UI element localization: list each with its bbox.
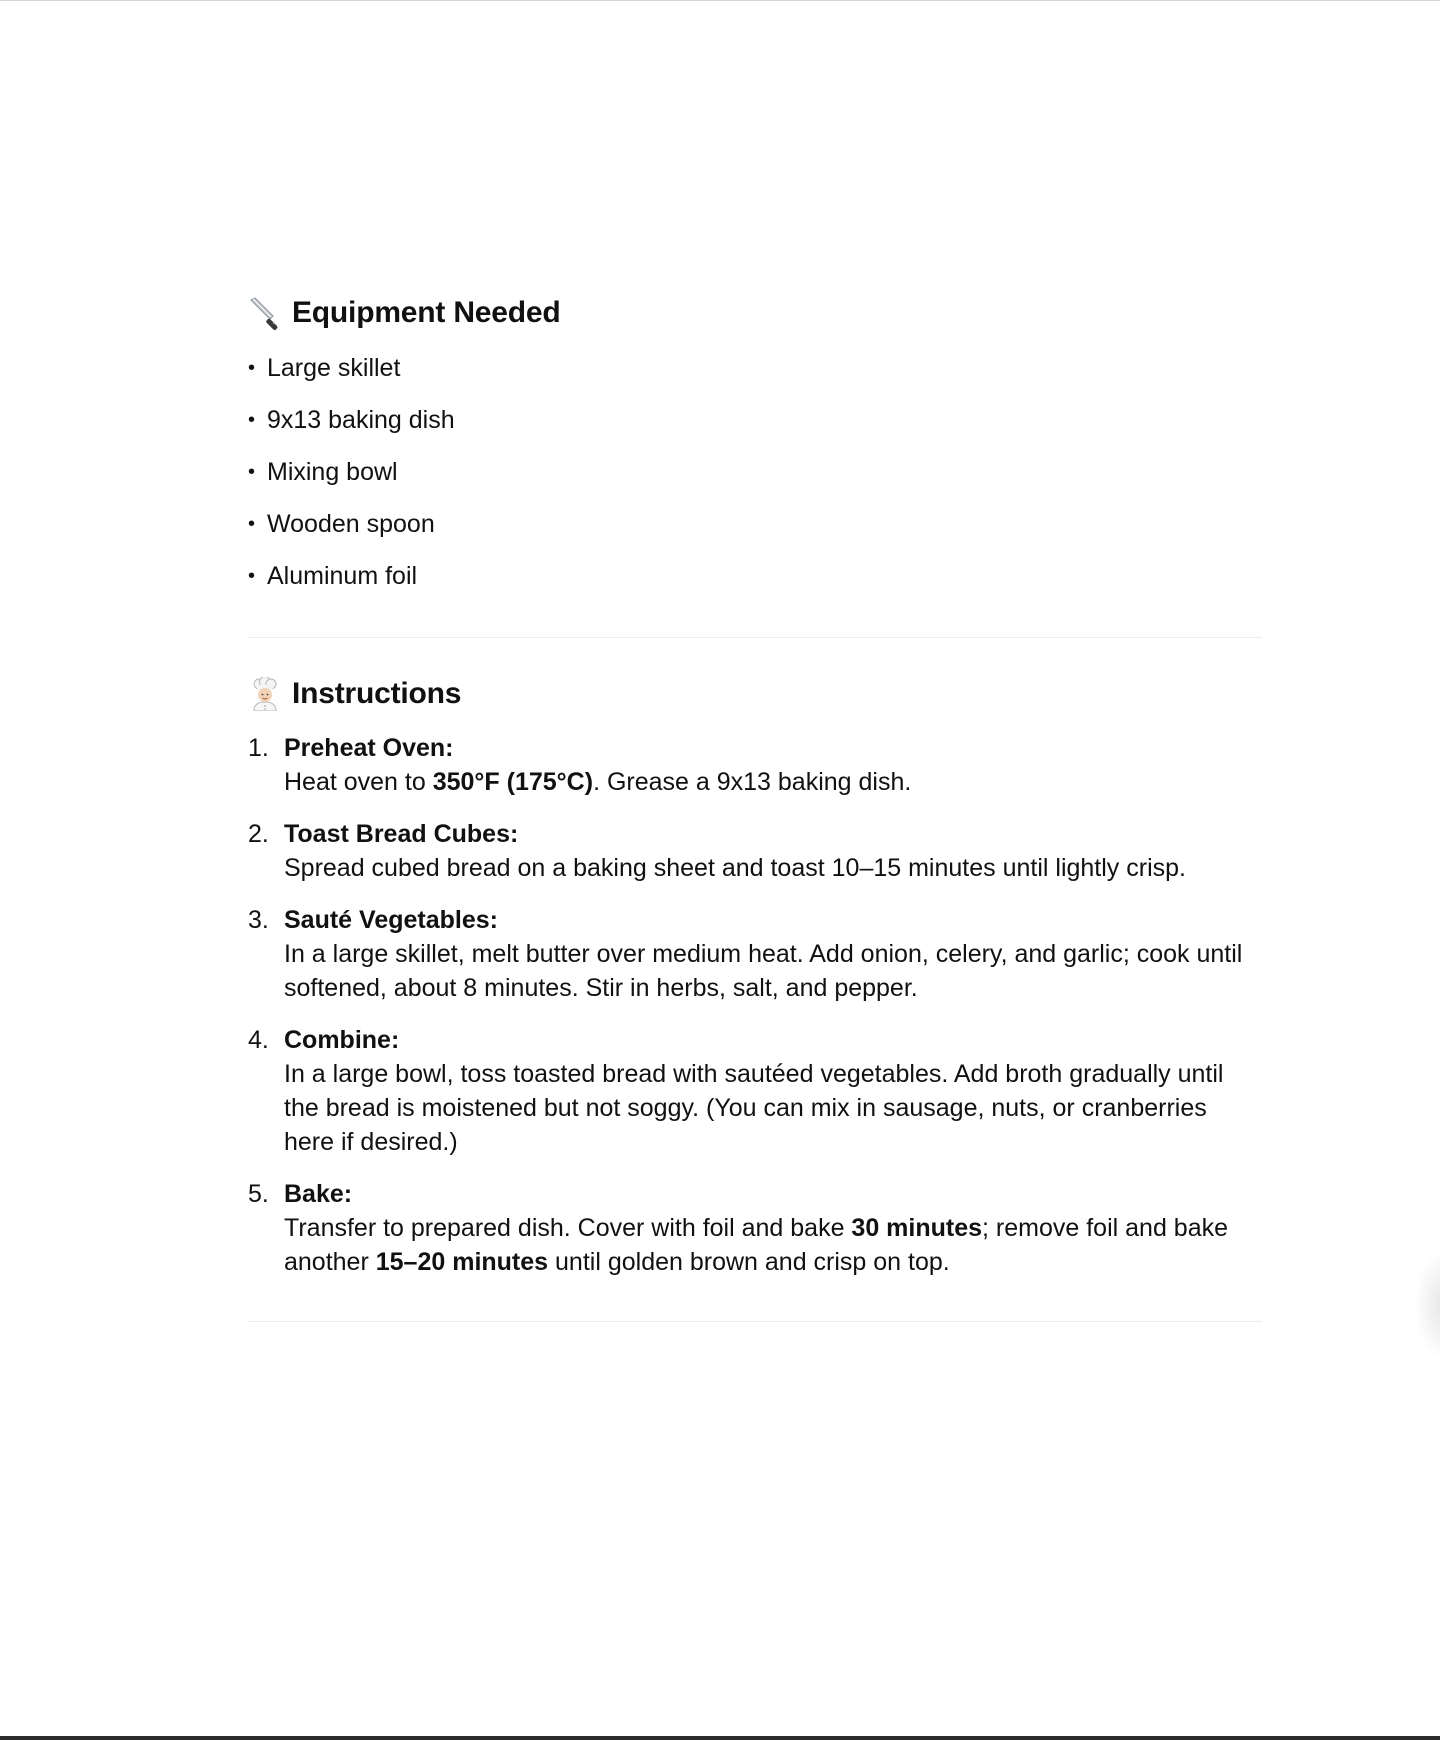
section-divider bbox=[248, 637, 1262, 638]
step-title: Bake: bbox=[284, 1180, 353, 1208]
bottom-rule bbox=[0, 1736, 1440, 1740]
step-text-segment: In a large bowl, toss toasted bread with sautéed vegetables. Add broth gradually until the bread is moistened but not soggy. (You can mix in sausage, nuts, or cranberries here if desired.) bbox=[284, 1060, 1224, 1156]
list-item: • 9x13 baking dish bbox=[248, 402, 455, 454]
top-rule bbox=[0, 0, 1440, 1]
step-body bbox=[284, 903, 1262, 1005]
step-title: Combine: bbox=[284, 1026, 400, 1054]
list-item: • Aluminum foil bbox=[248, 558, 455, 610]
step-text-segment: Heat oven to bbox=[284, 768, 433, 796]
step-text bbox=[284, 1211, 1262, 1279]
step-text-emphasis: 30 minutes bbox=[851, 1214, 983, 1242]
bullet-icon: • bbox=[248, 461, 256, 483]
step-text bbox=[284, 851, 1262, 885]
step-text-segment: In a large skillet, melt butter over medium heat. Add onion, celery, and garlic; cook until softened, about 8 minutes. Stir in herbs, salt, and pepper. bbox=[284, 940, 1243, 1002]
instructions-title: Instructions bbox=[292, 677, 462, 710]
list-item: • Wooden spoon bbox=[248, 506, 455, 558]
bullet-icon: • bbox=[248, 409, 256, 431]
bullet-icon: • bbox=[248, 513, 256, 535]
list-item bbox=[248, 817, 1262, 885]
step-text-segment: . Grease a 9x13 baking dish. bbox=[593, 768, 912, 796]
step-text-segment: Transfer to prepared dish. Cover with foil and bake bbox=[284, 1214, 852, 1242]
instructions-heading bbox=[248, 677, 461, 711]
step-number: 3. bbox=[248, 906, 269, 934]
step-body bbox=[284, 731, 1262, 799]
step-body bbox=[284, 1023, 1262, 1159]
equipment-heading bbox=[248, 296, 561, 330]
step-text-segment: ; remove foil and bake another bbox=[284, 1214, 1229, 1276]
list-item bbox=[248, 1177, 1262, 1279]
step-text-emphasis: 350°F (175°C) bbox=[432, 768, 594, 796]
step-text-segment: until golden brown and crisp on top. bbox=[548, 1248, 950, 1276]
list-item: • Mixing bowl bbox=[248, 454, 455, 506]
step-text-segment: Spread cubed bread on a baking sheet and toast 10–15 minutes until lightly crisp. bbox=[284, 854, 1186, 882]
step-text bbox=[284, 765, 1262, 799]
step-number: 2. bbox=[248, 820, 269, 848]
step-text-emphasis: 15–20 minutes bbox=[375, 1248, 549, 1276]
step-title: Sauté Vegetables: bbox=[284, 906, 498, 934]
list-item bbox=[248, 903, 1262, 1005]
chef-icon bbox=[248, 677, 282, 711]
step-number: 4. bbox=[248, 1026, 269, 1054]
step-text bbox=[284, 1057, 1262, 1159]
step-text bbox=[284, 937, 1262, 1005]
step-body bbox=[284, 817, 1262, 885]
knife-icon bbox=[248, 296, 282, 330]
list-item: • Large skillet bbox=[248, 350, 455, 402]
edge-shadow bbox=[1414, 1250, 1440, 1360]
bullet-icon: • bbox=[248, 565, 256, 587]
equipment-title: Equipment Needed bbox=[292, 296, 561, 329]
list-item bbox=[248, 1023, 1262, 1159]
step-number: 1. bbox=[248, 734, 269, 762]
list-item bbox=[248, 731, 1262, 799]
bullet-icon: • bbox=[248, 357, 256, 379]
equipment-list bbox=[248, 350, 455, 610]
section-divider bbox=[248, 1321, 1262, 1322]
step-title: Preheat Oven: bbox=[284, 734, 454, 762]
step-title: Toast Bread Cubes: bbox=[284, 820, 519, 848]
instructions-list bbox=[248, 731, 1262, 1297]
step-body bbox=[284, 1177, 1262, 1279]
step-number: 5. bbox=[248, 1180, 269, 1208]
